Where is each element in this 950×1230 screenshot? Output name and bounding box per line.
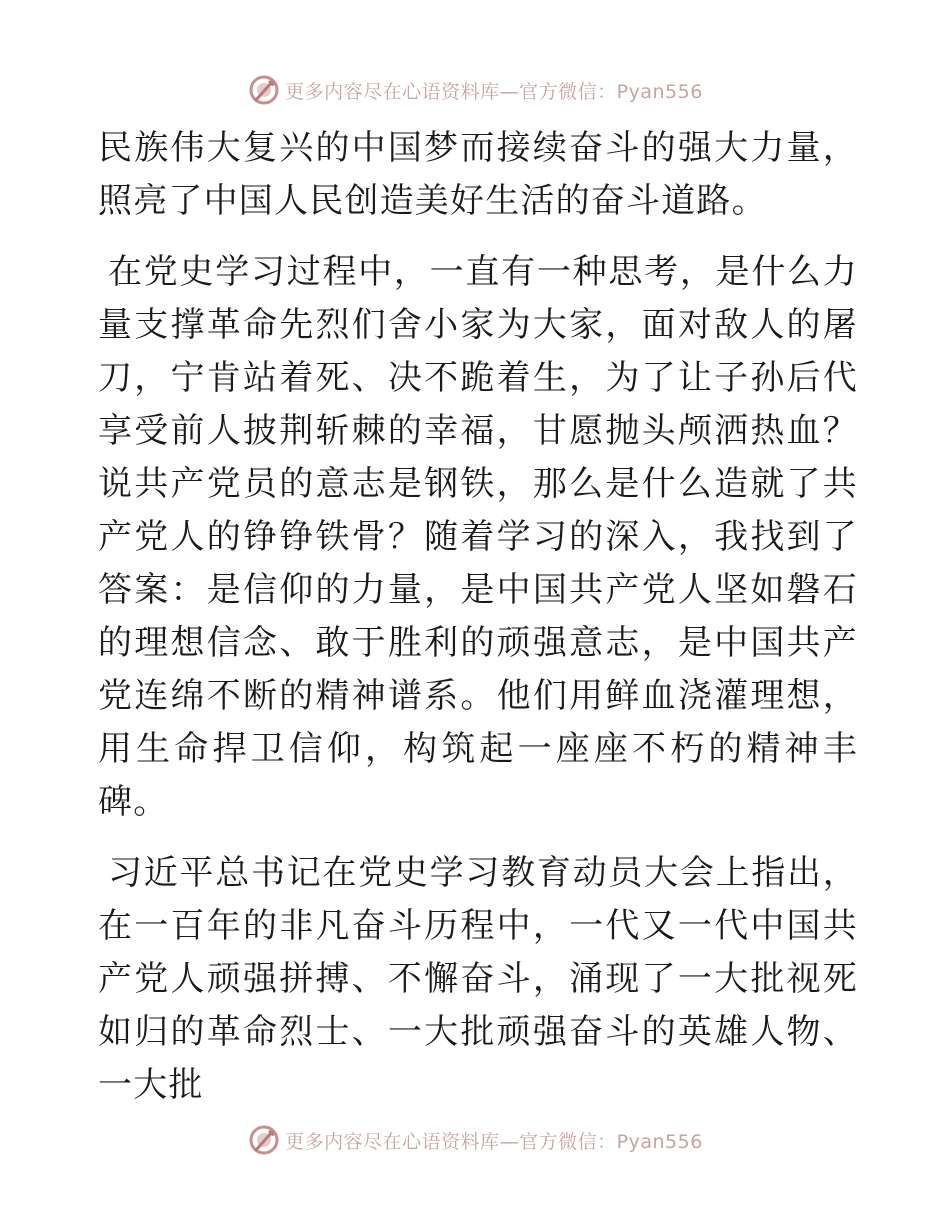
watermark-text: 更多内容尽在心语资料库—官方微信：Pyan556 [285, 80, 703, 103]
paragraph-1: 民族伟大复兴的中国梦而接续奋斗的强大力量，照亮了中国人民创造美好生活的奋斗道路。 [98, 128, 858, 221]
header-watermark [0, 70, 950, 110]
pen-seal-logo-icon [247, 1123, 281, 1157]
pen-seal-logo-icon [247, 73, 281, 107]
footer-watermark [0, 1120, 950, 1160]
paragraph-3: 习近平总书记在党史学习教育动员大会上指出，在一百年的非凡奋斗历程中，一代又一代中国共产党人顽强拼搏、不懈奋斗，涌现了一大批视死如归的革命烈士、一大批顽强奋斗的英雄人物、一大批 [98, 853, 858, 1105]
watermark-text: 更多内容尽在心语资料库—官方微信：Pyan556 [285, 1130, 703, 1153]
document-body [98, 122, 858, 1112]
paragraph-2: 在党史学习过程中，一直有一种思考，是什么力量支撑革命先烈们舍小家为大家，面对敌人的屠刀，宁肯站着死、决不跪着生，为了让子孙后代享受前人披荆斩棘的幸福，甘愿抛头颅洒热血？说共产党员的意志是钢铁，那么是什么造就了共产党人的铮铮铁骨？随着学习的深入，我找到了答案：是信仰的力量，是中国共产党人坚如磐石的理想信念、敢于胜利的顽强意志，是中国共产党连绵不断的精神谱系。他们用鲜血浇灌理想，用生命捍卫信仰，构筑起一座座不朽的精神丰碑。 [98, 252, 858, 822]
